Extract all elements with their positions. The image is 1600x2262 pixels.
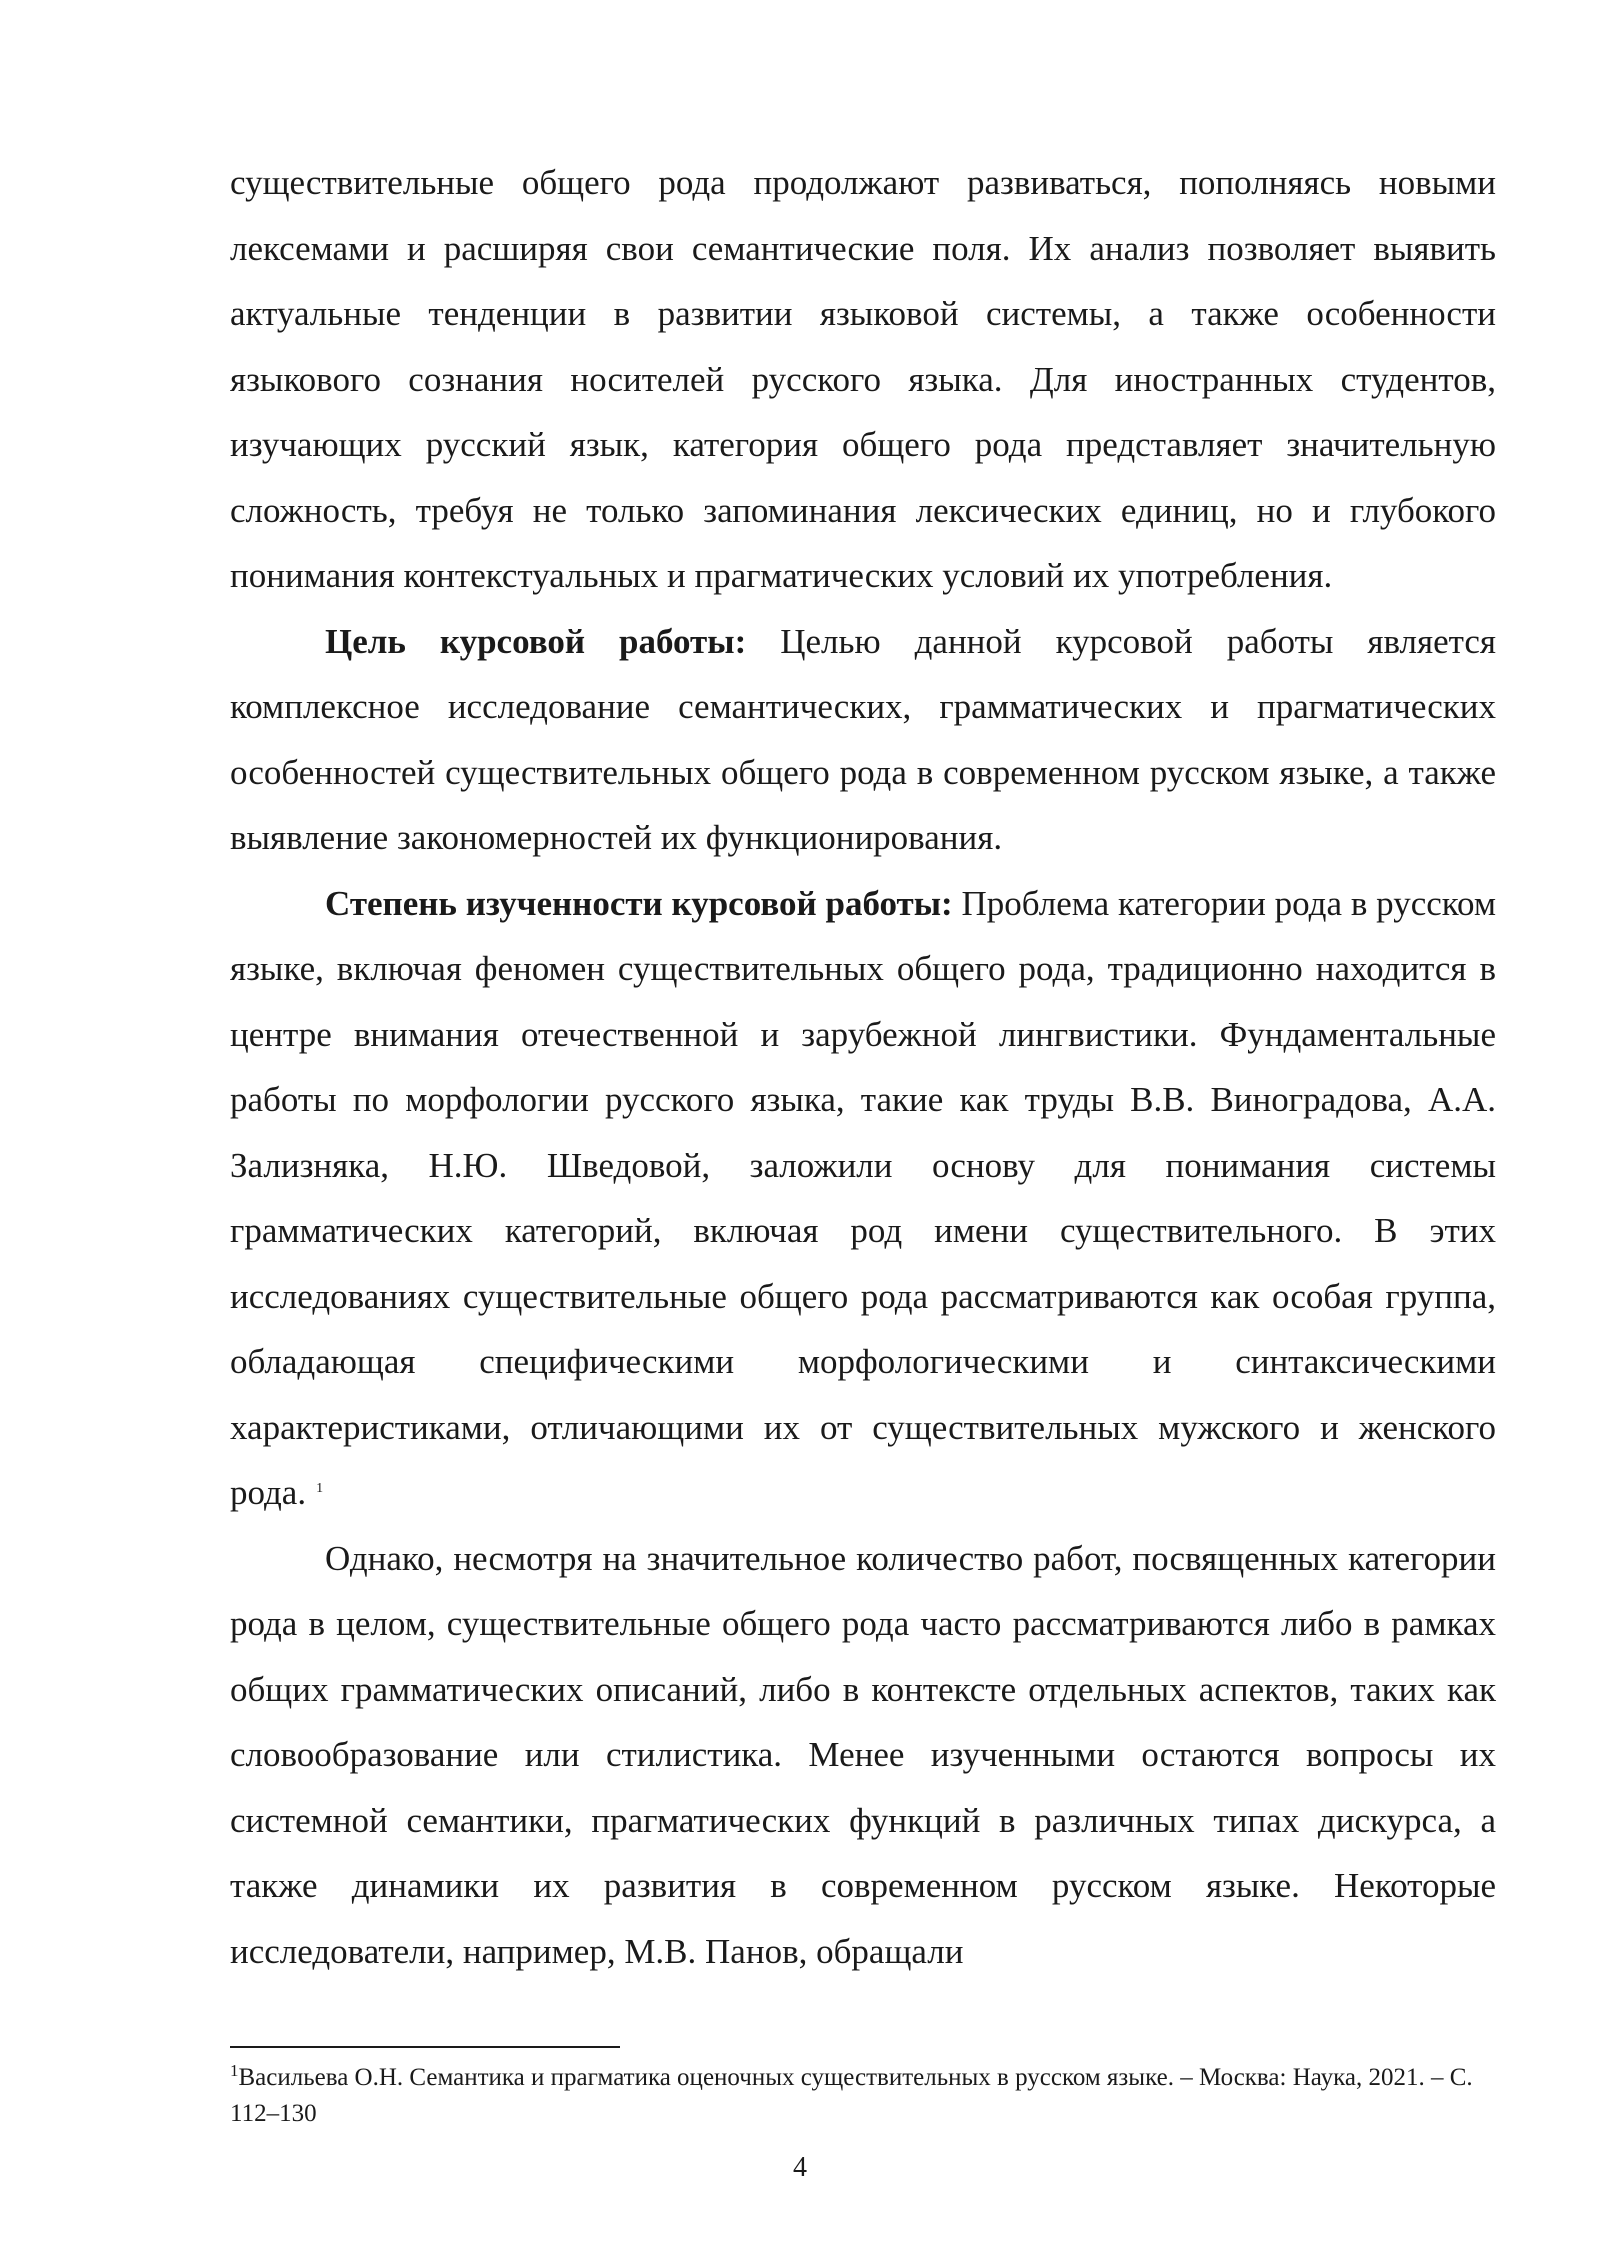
page-body bbox=[230, 150, 1496, 1984]
paragraph-study-degree bbox=[230, 871, 1496, 1526]
goal-heading: Цель курсовой работы: bbox=[325, 621, 747, 661]
footnote bbox=[230, 2060, 1496, 2132]
paragraph-4-text: Однако, несмотря на значительное количество работ, посвященных категории рода в целом, существительные общего рода часто рассматриваются либо в рамках общих грамматических описаний, либо в контексте отдельных аспектов, таких как словообразование или стилистика. Менее изученными остаются вопросы их системной семантики, прагматических функций в различных типах дискурса, а также динамики их развития в современном русском языке. Некоторые исследователи, например, М.В. Панов, обращали bbox=[230, 1538, 1496, 1971]
paragraph-4 bbox=[230, 1526, 1496, 1985]
page-number: 4 bbox=[793, 2152, 807, 2183]
footnote-marker: 1 bbox=[230, 2061, 239, 2080]
footnote-separator bbox=[230, 2046, 620, 2048]
paragraph-goal bbox=[230, 609, 1496, 871]
study-degree-text: Проблема категории рода в русском языке, включая феномен существительных общего рода, традиционно находится в центре внимания отечественной и зарубежной лингвистики. Фундаментальные работы по морфологии русского языка, такие как труды В.В. Виноградова, А.А. Зализняка, Н.Ю. Шведовой, заложили основу для понимания системы грамматических категорий, включая род имени существительного. В этих исследованиях существительные общего рода рассматриваются как особая группа, обладающая специфическими морфологическими и синтаксическими характеристиками, отличающими их от существительных мужского и женского рода. bbox=[230, 883, 1496, 1512]
study-degree-heading: Степень изученности курсовой работы: bbox=[325, 883, 953, 923]
footnote-reference[interactable]: 1 bbox=[316, 1481, 324, 1496]
goal-text: Целью данной курсовой работы является комплексное исследование семантических, грамматических и прагматических особенностей существительных общего рода в современном русском языке, а также выявление закономерностей их функционирования. bbox=[230, 621, 1496, 857]
paragraph-1-text: существительные общего рода продолжают развиваться, пополняясь новыми лексемами и расширяя свои семантические поля. Их анализ позволяет выявить актуальные тенденции в развитии языковой системы, а также особенности языкового сознания носителей русского языка. Для иностранных студентов, изучающих русский язык, категория общего рода представляет значительную сложность, требуя не только запоминания лексических единиц, но и глубокого понимания контекстуальных и прагматических условий их употребления. bbox=[230, 163, 1496, 595]
footnote-text: Васильева О.Н. Семантика и прагматика оценочных существительных в русском языке. – Москва: Наука, 2021. – С. 112–130 bbox=[230, 2064, 1473, 2127]
paragraph-1 bbox=[230, 150, 1496, 609]
